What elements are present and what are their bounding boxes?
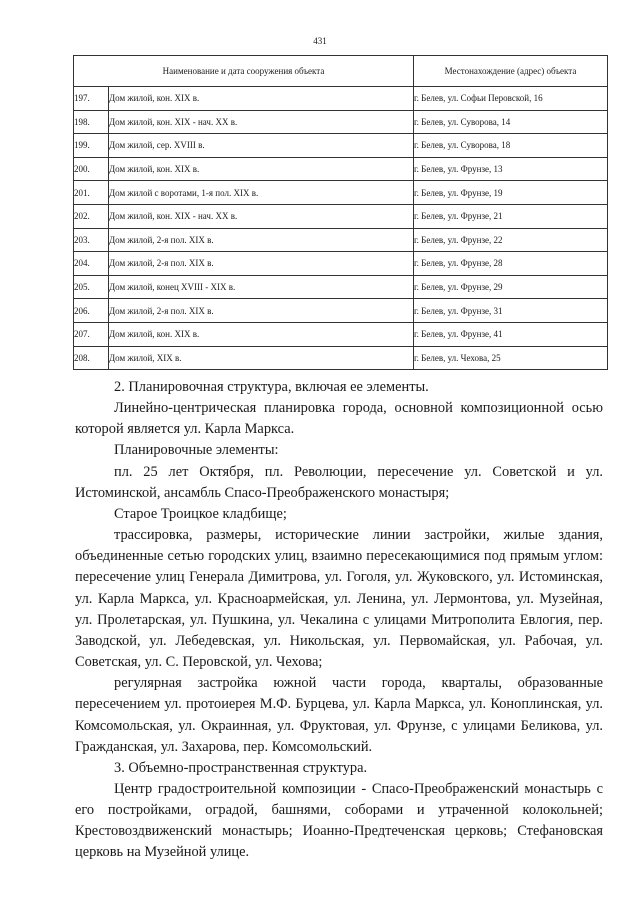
object-location: г. Белев, ул. Фрунзе, 19 xyxy=(414,181,608,205)
paragraph: 3. Объемно-пространственная структура. xyxy=(114,759,368,776)
paragraph: Планировочные элементы: xyxy=(114,442,279,459)
table-row xyxy=(74,275,608,299)
table-row xyxy=(74,87,608,111)
row-number: 203. xyxy=(74,228,109,252)
table-header-row xyxy=(74,56,608,87)
body-text xyxy=(75,377,603,864)
object-location: г. Белев, ул. Фрунзе, 21 xyxy=(414,204,608,228)
object-name: Дом жилой, 2-я пол. XIX в. xyxy=(109,228,414,252)
object-name: Дом жилой, кон. XIX - нач. XX в. xyxy=(109,204,414,228)
object-name: Дом жилой, кон. XIX в. xyxy=(109,322,414,346)
object-location: г. Белев, ул. Чехова, 25 xyxy=(414,346,608,370)
object-name: Дом жилой, кон. XIX в. xyxy=(109,157,414,181)
row-number: 197. xyxy=(74,87,109,111)
object-name: Дом жилой, кон. XIX - нач. XX в. xyxy=(109,110,414,134)
row-number: 208. xyxy=(74,346,109,370)
table-row xyxy=(74,157,608,181)
row-number: 200. xyxy=(74,157,109,181)
paragraph: Старое Троицкое кладбище; xyxy=(114,505,287,522)
paragraph: 2. Планировочная структура, включая ее элементы. xyxy=(114,379,429,395)
paragraph: Центр градостроительной композиции - Спасо-Преображенский монастырь с его постройками, оградой, башнями, соборами и утраченной колокольней; Крестовоздвиженский монастырь; Иоанно-Предтеченская церковь; Стефановская церковь на Музейной улице. xyxy=(75,780,603,861)
table-row xyxy=(74,204,608,228)
object-name: Дом жилой, 2-я пол. XIX в. xyxy=(109,299,414,323)
object-name: Дом жилой с воротами, 1-я пол. XIX в. xyxy=(109,181,414,205)
table-row xyxy=(74,228,608,252)
paragraph: трассировка, размеры, исторические линии застройки, жилые здания, объединенные сетью городских улиц, взаимно пересекающимися под прямым углом: пересечение улиц Генерала Димитрова, ул. Гоголя, ул. Жуковского, ул. Истоминская, ул. Карла Маркса, ул. Красноармейская, ул. Ленина, ул. Лермонтова, ул. Музейная, ул. Пролетарская, ул. Пушкина, ул. Чекалина с улицами Митрополита Евлогия, пер. Заводской, ул. Лебедевская, ул. Никольская, ул. Первомайская, ул. Рабочая, ул. Советская, ул. С. Перовской, ул. Чехова; xyxy=(75,527,603,671)
object-location: г. Белев, ул. Фрунзе, 29 xyxy=(414,275,608,299)
object-location: г. Белев, ул. Фрунзе, 28 xyxy=(414,252,608,276)
row-number: 205. xyxy=(74,275,109,299)
table-row xyxy=(74,134,608,158)
table-row xyxy=(74,181,608,205)
object-name: Дом жилой, XIX в. xyxy=(109,346,414,370)
object-location: г. Белев, ул. Фрунзе, 31 xyxy=(414,299,608,323)
object-location: г. Белев, ул. Фрунзе, 13 xyxy=(414,157,608,181)
object-location: г. Белев, ул. Суворова, 14 xyxy=(414,110,608,134)
object-location: г. Белев, ул. Фрунзе, 41 xyxy=(414,322,608,346)
table-row xyxy=(74,322,608,346)
object-location: г. Белев, ул. Софьи Перовской, 16 xyxy=(414,87,608,111)
object-name: Дом жилой, сер. XVIII в. xyxy=(109,134,414,158)
row-number: 199. xyxy=(74,134,109,158)
row-number: 204. xyxy=(74,252,109,276)
row-number: 206. xyxy=(74,299,109,323)
table-row xyxy=(74,252,608,276)
header-location: Местонахождение (адрес) объекта xyxy=(414,56,608,87)
header-name: Наименование и дата сооружения объекта xyxy=(74,56,414,87)
row-number: 202. xyxy=(74,204,109,228)
table-row xyxy=(74,110,608,134)
objects-table xyxy=(73,55,608,370)
paragraph: регулярная застройка южной части города, кварталы, образованные пересечением ул. протоиерея М.Ф. Бурцева, ул. Карла Маркса, ул. Коноплинская, ул. Комсомольская, ул. Окраинная, ул. Фруктовая, ул. Фрунзе, с улицами Беликова, ул. Гражданская, ул. Захарова, пер. Комсомольский. xyxy=(75,675,603,755)
object-name: Дом жилой, 2-я пол. XIX в. xyxy=(109,252,414,276)
paragraph: пл. 25 лет Октября, пл. Революции, пересечение ул. Советской и ул. Истоминской, ансамбль Спасо-Преображенского монастыря; xyxy=(75,463,603,501)
row-number: 198. xyxy=(74,110,109,134)
table-body xyxy=(74,87,608,370)
object-location: г. Белев, ул. Суворова, 18 xyxy=(414,134,608,158)
row-number: 207. xyxy=(74,322,109,346)
row-number: 201. xyxy=(74,181,109,205)
page-number: 431 xyxy=(313,36,327,46)
object-name: Дом жилой, конец XVIII - XIX в. xyxy=(109,275,414,299)
table-row xyxy=(74,346,608,370)
object-name: Дом жилой, кон. XIX в. xyxy=(109,87,414,111)
paragraph: Линейно-центрическая планировка города, основной композиционной осью которой является ул. Карла Маркса. xyxy=(75,400,603,438)
table-row xyxy=(74,299,608,323)
object-location: г. Белев, ул. Фрунзе, 22 xyxy=(414,228,608,252)
